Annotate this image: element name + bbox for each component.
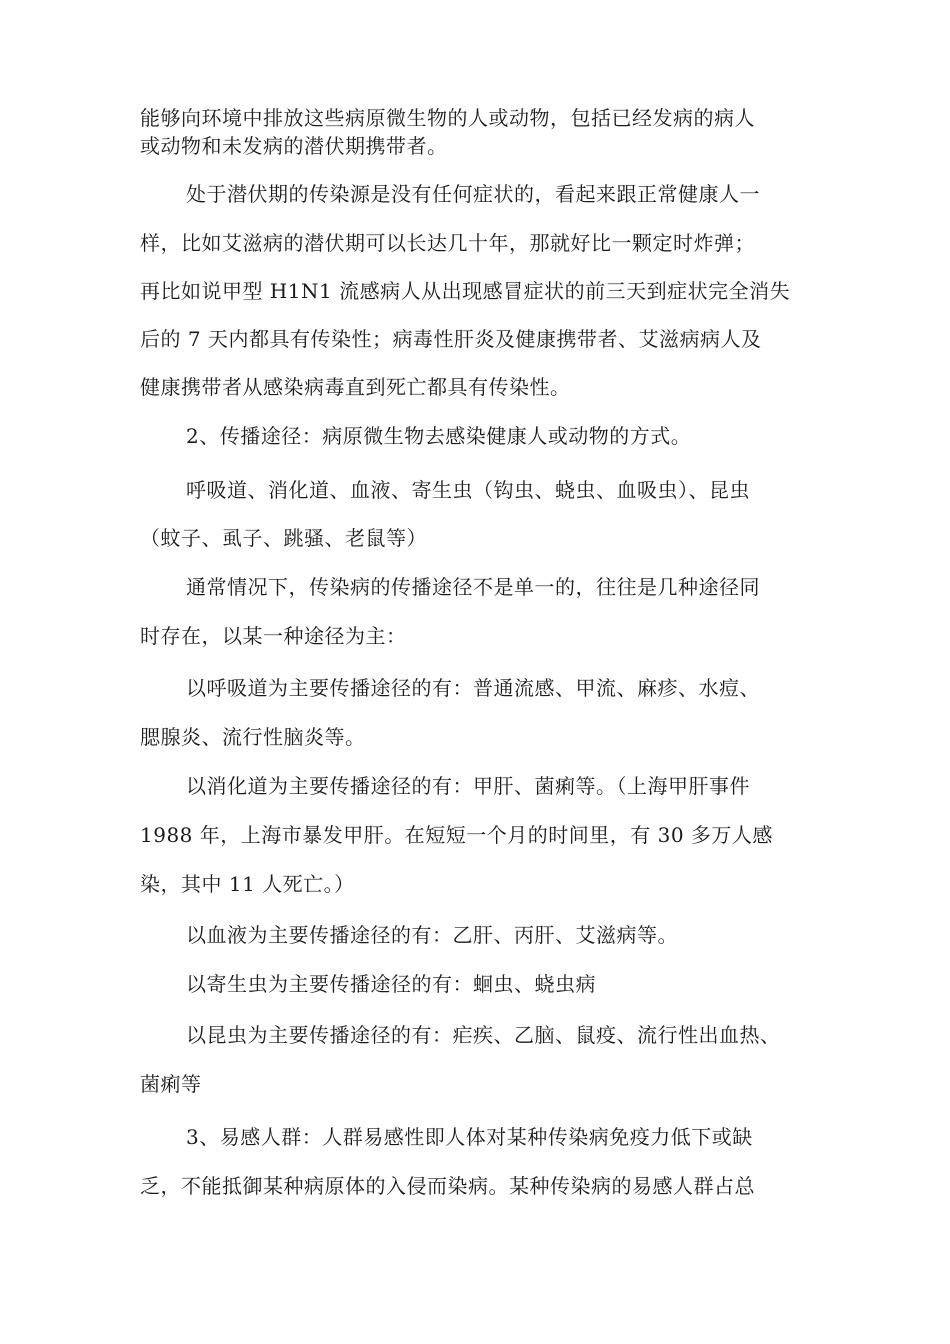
text-line: 1988 年，上海市暴发甲肝。在短短一个月的时间里，有 30 多万人感 — [140, 823, 773, 847]
text-line: 呼吸道、消化道、血液、寄生虫（钩虫、蛲虫、血吸虫）、昆虫 — [186, 478, 750, 502]
text-line: 菌痢等 — [140, 1072, 202, 1096]
text-line: （蚊子、虱子、跳骚、老鼠等） — [140, 526, 427, 550]
text-line: 能够向环境中排放这些病原微生物的人或动物，包括已经发病的病人 — [140, 106, 755, 130]
text-line: 2、传播途径：病原微生物去感染健康人或动物的方式。 — [186, 424, 692, 448]
text-line: 或动物和未发病的潜伏期携带者。 — [140, 134, 448, 158]
text-line: 腮腺炎、流行性脑炎等。 — [140, 725, 366, 749]
text-line: 以寄生虫为主要传播途径的有：蛔虫、蛲虫病 — [186, 972, 596, 996]
text-line: 以消化道为主要传播途径的有：甲肝、菌痢等。（上海甲肝事件 — [186, 774, 750, 798]
text-line: 样，比如艾滋病的潜伏期可以长达几十年，那就好比一颗定时炸弹； — [140, 231, 755, 255]
text-line: 再比如说甲型 H1N1 流感病人从出现感冒症状的前三天到症状完全消失 — [140, 279, 791, 303]
text-line: 染，其中 11 人死亡。） — [140, 872, 355, 896]
text-line: 通常情况下，传染病的传播途径不是单一的，往往是几种途径同 — [186, 575, 760, 599]
text-line: 以昆虫为主要传播途径的有：疟疾、乙脑、鼠疫、流行性出血热、 — [186, 1023, 781, 1047]
text-line: 3、易感人群：人群易感性即人体对某种传染病免疫力低下或缺 — [186, 1125, 753, 1149]
text-line: 乏，不能抵御某种病原体的入侵而染病。某种传染病的易感人群占总 — [140, 1174, 755, 1198]
text-line: 健康携带者从感染病毒直到死亡都具有传染性。 — [140, 375, 571, 399]
text-line: 以血液为主要传播途径的有：乙肝、丙肝、艾滋病等。 — [186, 923, 678, 947]
text-line: 后的 7 天内都具有传染性；病毒性肝炎及健康携带者、艾滋病病人及 — [140, 327, 762, 351]
text-line: 处于潜伏期的传染源是没有任何症状的，看起来跟正常健康人一 — [186, 182, 760, 206]
text-line: 时存在，以某一种途径为主： — [140, 624, 407, 648]
text-line: 以呼吸道为主要传播途径的有：普通流感、甲流、麻疹、水痘、 — [186, 676, 760, 700]
